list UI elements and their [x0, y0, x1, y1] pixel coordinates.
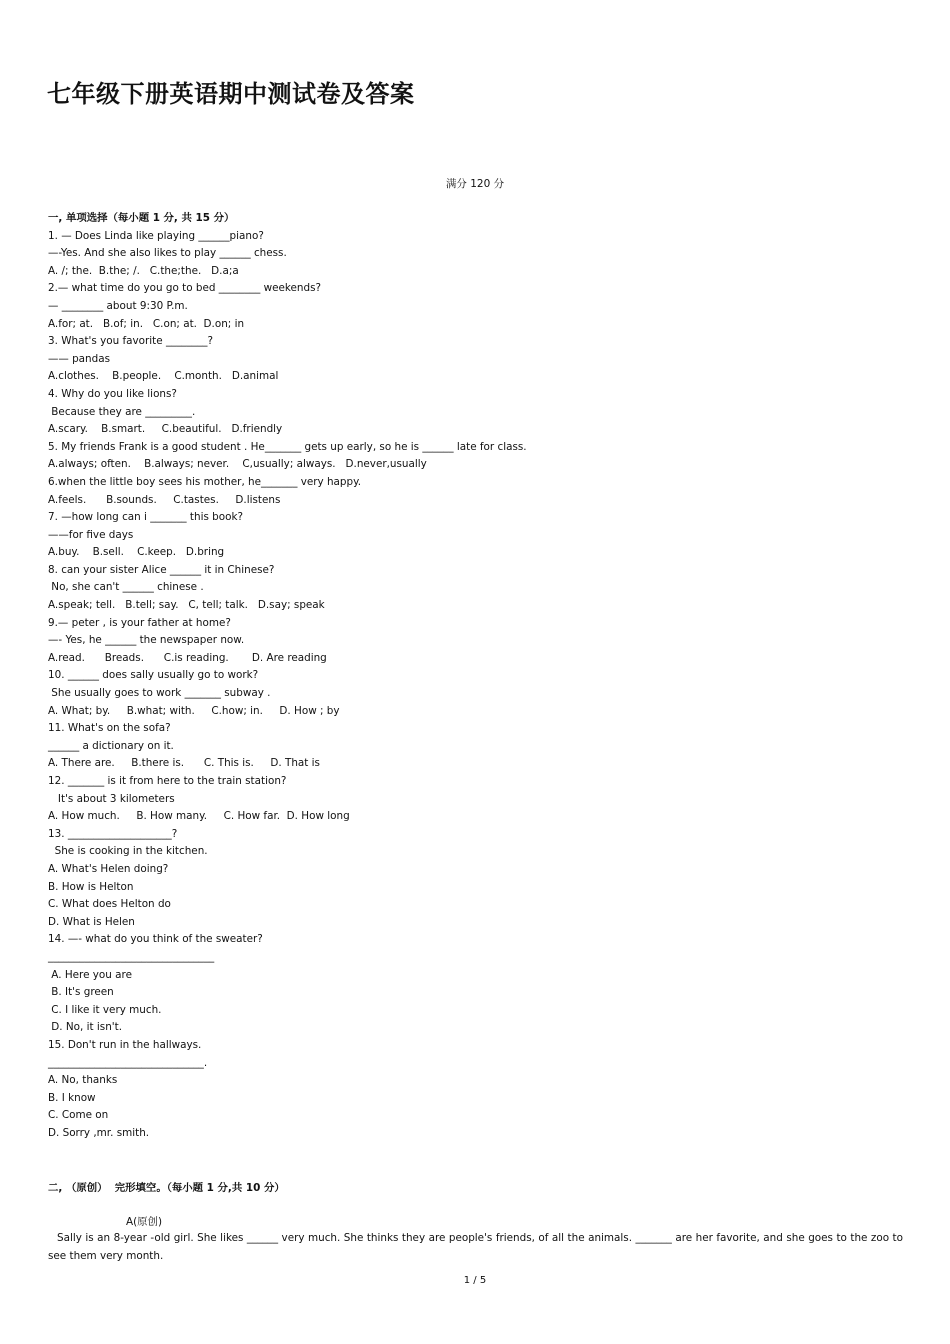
question-line: A.read. Breads. C.is reading. D. Are reading: [48, 651, 327, 664]
question-line: A. What's Helen doing?: [48, 862, 169, 875]
question-line: A.scary. B.smart. C.beautiful. D.friendly: [48, 423, 283, 436]
question-line: —-Yes. And she also likes to play ______ chess.: [48, 247, 287, 260]
question-line: ——for five days: [48, 528, 134, 541]
question-line: 12. _______ is it from here to the train station?: [48, 775, 287, 787]
question-line: D. No, it isn't.: [48, 1021, 123, 1034]
question-line: 5. My friends Frank is a good student . He_______ gets up early, so he is ______ late for class.: [48, 440, 527, 453]
question-line: C. Come on: [48, 1109, 109, 1122]
question-line: B. How is Helton: [48, 880, 134, 893]
page-number: 1 / 5: [463, 1275, 487, 1286]
question-line: B. I know: [48, 1091, 96, 1104]
question-line: A. There are. B.there is. C. This is. D. That is: [48, 757, 320, 770]
passage-label: A(原创): [126, 1216, 162, 1228]
question-line: A.buy. B.sell. C.keep. D.bring: [48, 546, 225, 559]
document-title: 七年级下册英语期中测试卷及答案: [47, 80, 415, 108]
section-multiple-choice: [48, 210, 908, 1142]
question-line: 4. Why do you like lions?: [48, 387, 177, 400]
question-line: She usually goes to work _______ subway .: [48, 687, 271, 700]
question-list: [48, 228, 908, 1143]
question-line: A.clothes. B.people. C.month. D.animal: [48, 370, 279, 383]
question-line: A. Here you are: [48, 968, 132, 981]
question-line: 6.when the little boy sees his mother, he_______ very happy.: [48, 475, 362, 488]
section-heading: 二, （原创） 完形填空。（每小题 1 分,共 10 分）: [48, 1182, 285, 1194]
question-line: — ________ about 9:30 P.m.: [48, 299, 188, 312]
question-line: It's about 3 kilometers: [48, 792, 175, 805]
question-line: 3. What's you favorite ________?: [48, 335, 214, 348]
question-line: Because they are _________.: [48, 405, 196, 418]
question-line: A.speak; tell. B.tell; say. C, tell; talk. D.say; speak: [48, 599, 325, 612]
question-line: 11. What's on the sofa?: [48, 722, 171, 735]
question-line: 9.— peter , is your father at home?: [48, 616, 231, 629]
question-line: 15. Don't run in the hallways.: [48, 1038, 202, 1051]
question-line: A.always; often. B.always; never. C,usually; always. D.never,usually: [48, 458, 427, 471]
question-line: D. Sorry ,mr. smith.: [48, 1126, 150, 1139]
question-line: 7. —how long can i _______ this book?: [48, 511, 244, 524]
question-line: C. I like it very much.: [48, 1003, 162, 1016]
cloze-passage: Sally is an 8-year -old girl. She likes ______ very much. She thinks they are people's friends, of all the animals. _______ are her favorite, and she goes to the zoo to see them very month.: [48, 1232, 903, 1262]
question-line: A. What; by. B.what; with. C.how; in. D. How ; by: [48, 704, 340, 717]
question-line: 1. — Does Linda like playing ______piano?: [48, 229, 264, 242]
question-line: A.for; at. B.of; in. C.on; at. D.on; in: [48, 317, 245, 330]
question-line: 13. ____________________?: [48, 827, 178, 840]
question-line: A. /; the. B.the; /. C.the;the. D.a;a: [48, 264, 239, 277]
question-line: 10. ______ does sally usually go to work?: [48, 669, 259, 682]
question-line: 8. can your sister Alice ______ it in Chinese?: [48, 563, 275, 576]
question-line: D. What is Helen: [48, 915, 135, 928]
score-line: 满分 120 分: [445, 178, 505, 190]
question-line: B. It's green: [48, 986, 114, 999]
question-line: A. No, thanks: [48, 1074, 118, 1087]
question-line: —— pandas: [48, 352, 111, 365]
question-line: —- Yes, he ______ the newspaper now.: [48, 634, 245, 647]
section-heading: 一, 单项选择（每小题 1 分, 共 15 分）: [48, 212, 235, 224]
section-cloze: [48, 1180, 908, 1198]
question-line: ______ a dictionary on it.: [48, 739, 174, 752]
question-line: No, she can't ______ chinese .: [48, 581, 204, 594]
question-line: A.feels. B.sounds. C.tastes. D.listens: [48, 493, 281, 506]
question-line: 2.— what time do you go to bed ________ weekends?: [48, 282, 322, 295]
question-line: She is cooking in the kitchen.: [48, 845, 208, 858]
question-line: C. What does Helton do: [48, 898, 171, 911]
question-line: ______________________________.: [48, 1056, 208, 1069]
question-line: ________________________________: [48, 950, 215, 963]
question-line: 14. —- what do you think of the sweater?: [48, 933, 263, 946]
question-line: A. How much. B. How many. C. How far. D. How long: [48, 810, 350, 823]
